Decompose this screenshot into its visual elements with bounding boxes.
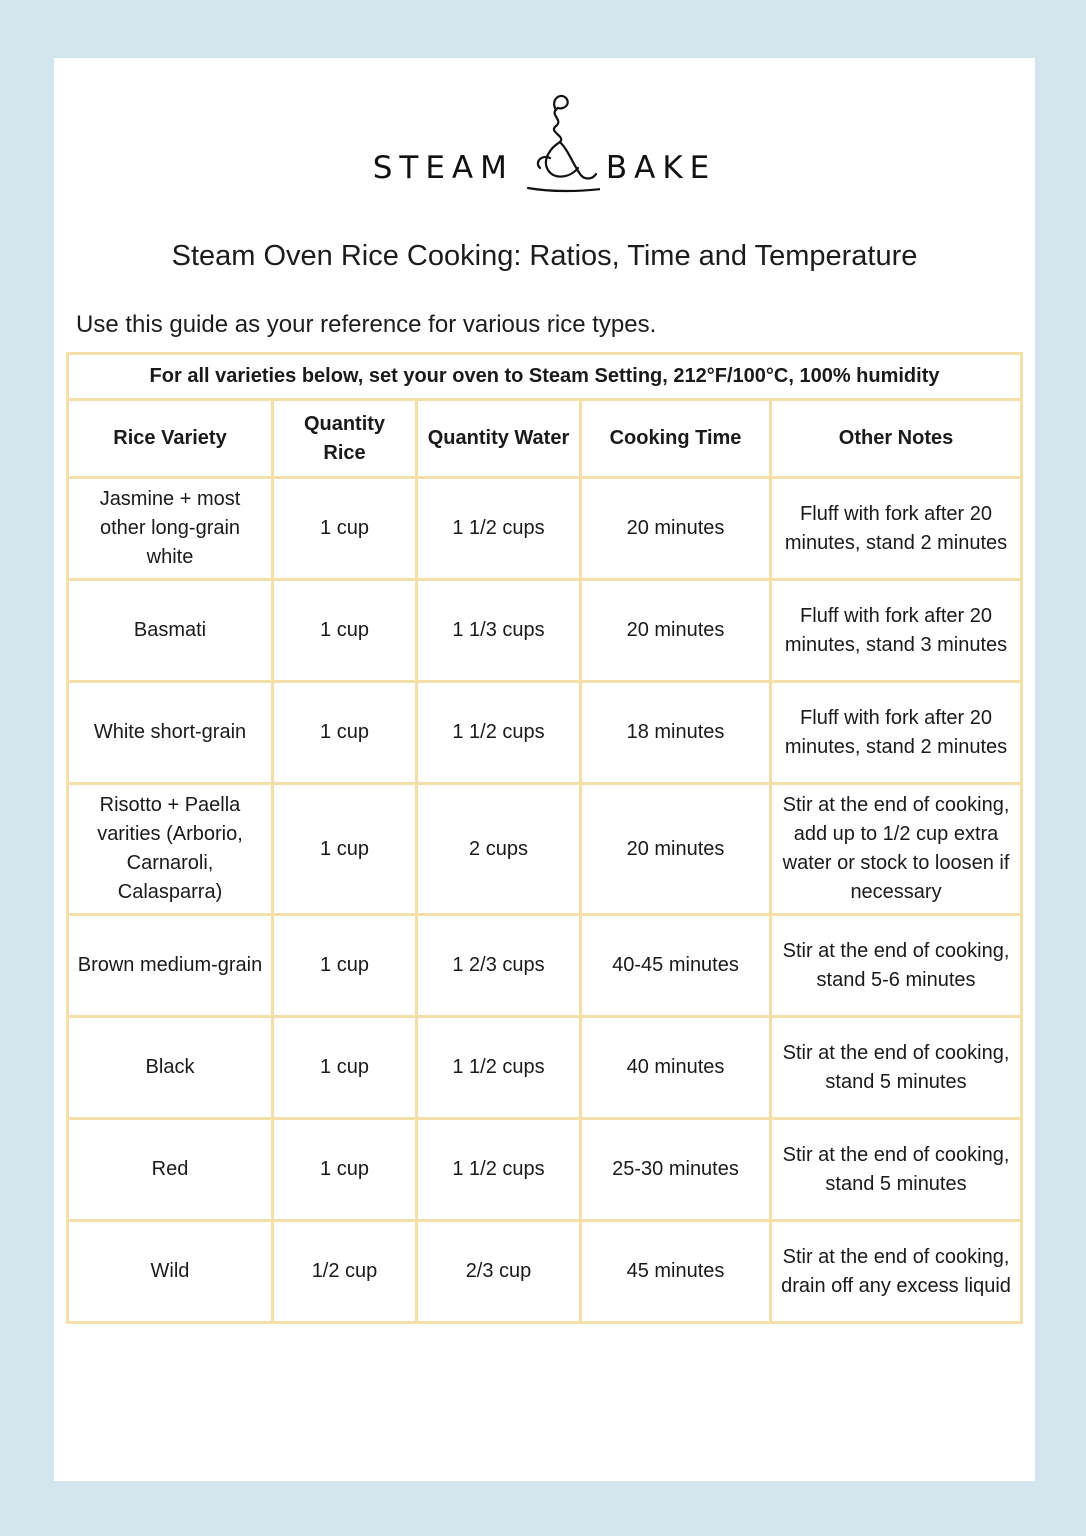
cell-variety: Brown medium-grain xyxy=(68,915,273,1017)
cell-variety: Risotto + Paella varities (Arborio, Carnaroli, Calasparra) xyxy=(68,784,273,915)
table-header-row xyxy=(68,400,1022,478)
cell-rice: 1 cup xyxy=(273,478,417,580)
cell-notes: Stir at the end of cooking, add up to 1/2 cup extra water or stock to loosen if necessary xyxy=(771,784,1022,915)
cell-water: 2 cups xyxy=(417,784,581,915)
rice-cooking-table xyxy=(66,352,1023,1324)
header-quantity-rice: Quantity Rice xyxy=(273,400,417,478)
table-banner-row xyxy=(68,354,1022,400)
document-page xyxy=(54,58,1035,1481)
cell-variety: Red xyxy=(68,1119,273,1221)
cell-notes: Stir at the end of cooking, drain off any excess liquid xyxy=(771,1221,1022,1323)
cell-notes: Stir at the end of cooking, stand 5-6 minutes xyxy=(771,915,1022,1017)
table-row xyxy=(68,1119,1022,1221)
table-row xyxy=(68,1221,1022,1323)
brand-logo xyxy=(54,86,1035,196)
cell-variety: Wild xyxy=(68,1221,273,1323)
cell-water: 1 1/2 cups xyxy=(417,1017,581,1119)
cell-water: 2/3 cup xyxy=(417,1221,581,1323)
header-rice-variety: Rice Variety xyxy=(68,400,273,478)
cell-rice: 1 cup xyxy=(273,784,417,915)
table-banner: For all varieties below, set your oven to Steam Setting, 212°F/100°C, 100% humidity xyxy=(68,354,1022,400)
table-row xyxy=(68,580,1022,682)
cell-time: 40-45 minutes xyxy=(581,915,771,1017)
table-row xyxy=(68,682,1022,784)
table-row xyxy=(68,478,1022,580)
cell-variety: Black xyxy=(68,1017,273,1119)
cell-rice: 1 cup xyxy=(273,915,417,1017)
header-quantity-water: Quantity Water xyxy=(417,400,581,478)
table-row xyxy=(68,784,1022,915)
ampersand-swirl-icon xyxy=(520,88,600,196)
logo-word-left: STEAM xyxy=(372,150,514,186)
cell-time: 20 minutes xyxy=(581,580,771,682)
cell-notes: Fluff with fork after 20 minutes, stand 2 minutes xyxy=(771,478,1022,580)
cell-water: 1 1/2 cups xyxy=(417,478,581,580)
cell-water: 1 1/3 cups xyxy=(417,580,581,682)
cell-variety: Basmati xyxy=(68,580,273,682)
cell-time: 45 minutes xyxy=(581,1221,771,1323)
table-row xyxy=(68,915,1022,1017)
cell-rice: 1 cup xyxy=(273,1119,417,1221)
cell-notes: Fluff with fork after 20 minutes, stand 2 minutes xyxy=(771,682,1022,784)
logo-word-right: BAKE xyxy=(605,150,717,186)
header-cooking-time: Cooking Time xyxy=(581,400,771,478)
cell-time: 25-30 minutes xyxy=(581,1119,771,1221)
header-other-notes: Other Notes xyxy=(771,400,1022,478)
cell-notes: Fluff with fork after 20 minutes, stand 3 minutes xyxy=(771,580,1022,682)
cell-rice: 1 cup xyxy=(273,580,417,682)
cell-rice: 1 cup xyxy=(273,1017,417,1119)
page-title: Steam Oven Rice Cooking: Ratios, Time and Temperature xyxy=(171,240,918,272)
cell-variety: Jasmine + most other long-grain white xyxy=(68,478,273,580)
intro-text: Use this guide as your reference for various rice types. xyxy=(76,311,657,338)
cell-water: 1 1/2 cups xyxy=(417,1119,581,1221)
cell-time: 18 minutes xyxy=(581,682,771,784)
cell-time: 40 minutes xyxy=(581,1017,771,1119)
cell-notes: Stir at the end of cooking, stand 5 minutes xyxy=(771,1119,1022,1221)
table-row xyxy=(68,1017,1022,1119)
cell-variety: White short-grain xyxy=(68,682,273,784)
cell-time: 20 minutes xyxy=(581,478,771,580)
cell-water: 1 2/3 cups xyxy=(417,915,581,1017)
cell-rice: 1 cup xyxy=(273,682,417,784)
cell-time: 20 minutes xyxy=(581,784,771,915)
cell-rice: 1/2 cup xyxy=(273,1221,417,1323)
cell-water: 1 1/2 cups xyxy=(417,682,581,784)
cell-notes: Stir at the end of cooking, stand 5 minutes xyxy=(771,1017,1022,1119)
